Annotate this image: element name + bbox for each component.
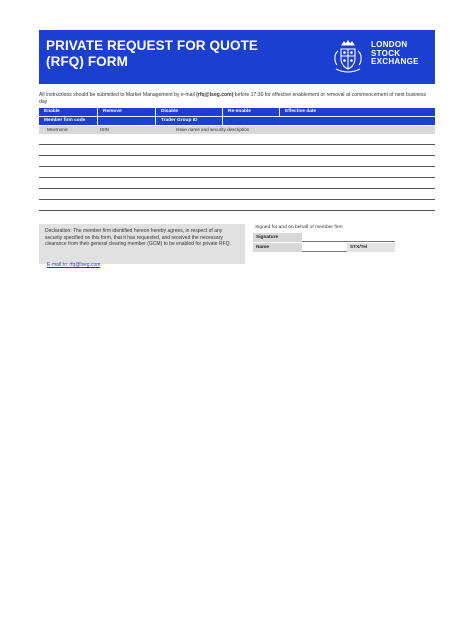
action-row [39,108,435,116]
declaration-text: Declaration: The member firm identified hereon hereby agrees, in respect of any security specified on this form, that it has requested, and received the necessary clearance from their general clearing member (GCM) to be enabled for private RFQ. [45,228,231,247]
brand-name [371,41,419,67]
action-effective-date[interactable]: Effective date [285,109,317,114]
member-row [39,117,435,125]
security-row-line[interactable] [39,166,435,167]
securities-column-header [39,126,435,134]
form-title-line1: PRIVATE REQUEST FOR QUOTE [46,38,259,53]
member-firm-code-label: Member firm code [39,117,98,125]
security-row-line[interactable] [39,210,435,211]
stx-tel-label: STX/Tel [347,243,395,252]
action-disable[interactable]: Disable [156,108,223,116]
lse-crest-icon [330,39,366,75]
instructions-part2: before 17:30 for effective enablement or removal at commencement of next business day [39,92,427,105]
security-row-line[interactable] [39,188,435,189]
brand-line1: LONDON [371,40,408,49]
member-firm-code-field[interactable] [98,117,156,125]
column-isin: ISIN [100,127,109,132]
title-banner [39,30,435,84]
action-reenable[interactable]: Re-enable [223,108,280,116]
security-row-line[interactable] [39,199,435,200]
security-row-line[interactable] [39,155,435,156]
signature-field[interactable] [302,233,395,242]
instructions-text [39,92,429,106]
action-remove[interactable]: Remove [98,108,156,116]
name-label: Name [253,243,302,252]
name-field[interactable] [302,243,347,252]
email-link[interactable]: E-mail to: rfq@lseg.com [47,262,101,268]
signed-caption: Signed for and on behalf of member firm [255,225,343,230]
column-mnemonic: Mnemonic [47,127,69,132]
form-title-line2: (RFQ) FORM [46,54,128,69]
trader-group-id-field[interactable] [223,117,435,125]
instructions-part1: All instructions should be submitted to Market Management by e-mail [39,92,195,98]
signature-row [253,233,395,242]
name-row [253,243,395,252]
signature-label: Signature [253,233,302,242]
instructions-email: (rfq@lseg.com) [196,92,234,98]
trader-group-id-label: Trader Group ID [156,117,223,125]
action-enable[interactable]: Enable [39,108,98,116]
declaration-box [39,224,245,264]
brand-line3: EXCHANGE [371,57,419,66]
column-issue-name: Issue name and security description [176,127,250,132]
security-row-line[interactable] [39,144,435,145]
brand-line2: STOCK [371,48,401,58]
security-row-line[interactable] [39,177,435,178]
form-title [46,38,286,70]
